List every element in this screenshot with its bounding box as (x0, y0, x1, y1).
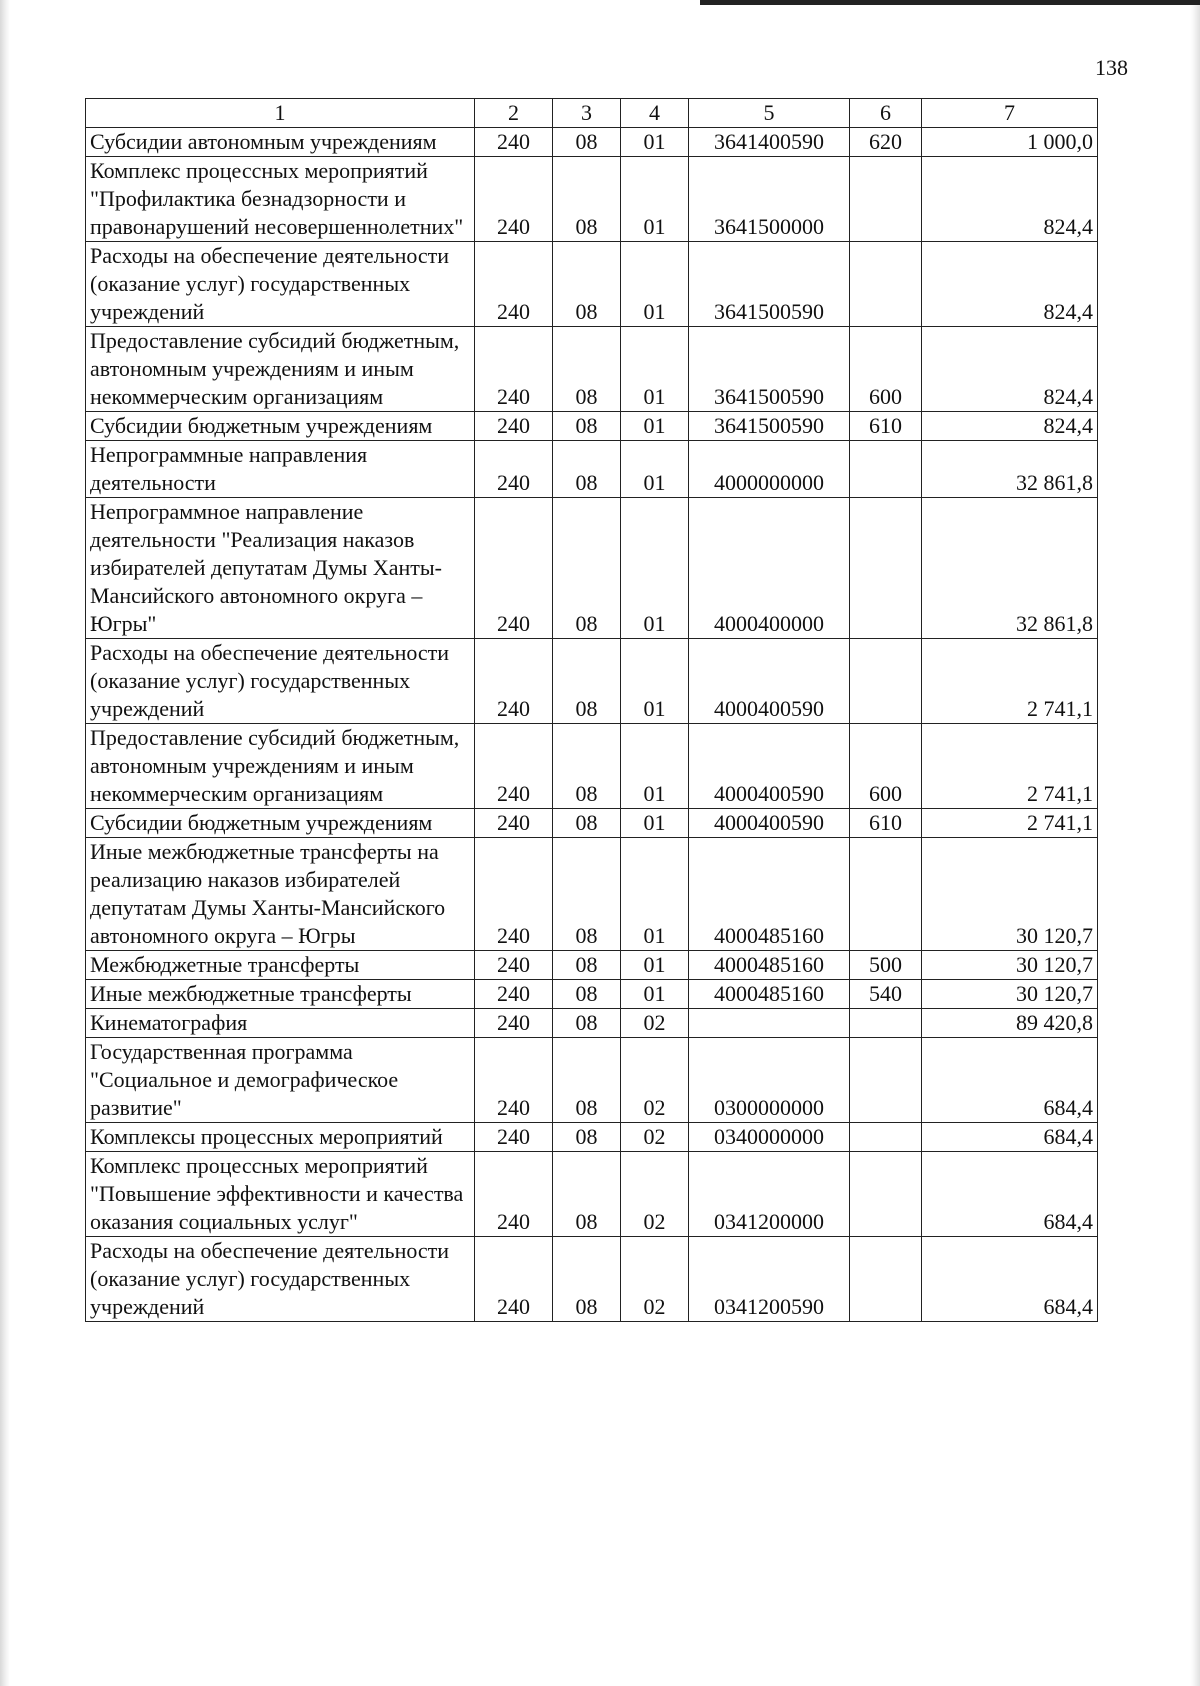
row-section-cell: 08 (553, 951, 621, 980)
row-amount-cell: 30 120,7 (922, 980, 1098, 1009)
table-row (86, 157, 1098, 242)
row-subsection-cell: 01 (621, 951, 689, 980)
row-name-cell: Государственная программа "Социальное и демографическое развитие" (86, 1038, 475, 1123)
header-row (86, 99, 1098, 128)
row-expense-type-cell: 600 (850, 327, 922, 412)
row-subsection-cell: 01 (621, 838, 689, 951)
row-subsection-cell: 01 (621, 809, 689, 838)
row-expense-type-cell (850, 498, 922, 639)
row-name-cell: Субсидии автономным учреждениям (86, 128, 475, 157)
row-expense-type-cell: 600 (850, 724, 922, 809)
table-row (86, 128, 1098, 157)
row-section-cell: 08 (553, 838, 621, 951)
row-expense-type-cell (850, 639, 922, 724)
row-section-cell: 08 (553, 1123, 621, 1152)
row-target-article-cell: 4000400590 (689, 724, 850, 809)
row-target-article-cell: 0341200590 (689, 1237, 850, 1322)
row-subsection-cell: 01 (621, 157, 689, 242)
row-code-2-cell: 240 (475, 838, 553, 951)
row-code-2-cell: 240 (475, 1152, 553, 1237)
row-code-2-cell: 240 (475, 1009, 553, 1038)
row-target-article-cell: 0341200000 (689, 1152, 850, 1237)
scan-top-line (700, 0, 1200, 5)
row-expense-type-cell: 540 (850, 980, 922, 1009)
row-section-cell: 08 (553, 498, 621, 639)
row-subsection-cell: 02 (621, 1038, 689, 1123)
row-expense-type-cell (850, 1038, 922, 1123)
row-name-cell: Предоставление субсидий бюджетным, автономным учреждениям и иным некоммерческим организациям (86, 327, 475, 412)
row-name-cell: Расходы на обеспечение деятельности (оказание услуг) государственных учреждений (86, 242, 475, 327)
row-expense-type-cell (850, 1237, 922, 1322)
row-target-article-cell: 3641400590 (689, 128, 850, 157)
row-name-cell: Межбюджетные трансферты (86, 951, 475, 980)
row-target-article-cell: 0340000000 (689, 1123, 850, 1152)
row-name-cell: Непрограммные направления деятельности (86, 441, 475, 498)
row-subsection-cell: 01 (621, 441, 689, 498)
row-subsection-cell: 01 (621, 327, 689, 412)
table-row (86, 327, 1098, 412)
row-section-cell: 08 (553, 1152, 621, 1237)
row-target-article-cell: 4000400590 (689, 809, 850, 838)
row-name-cell: Комплексы процессных мероприятий (86, 1123, 475, 1152)
header-cell: 2 (475, 99, 553, 128)
row-subsection-cell: 01 (621, 724, 689, 809)
row-amount-cell: 684,4 (922, 1237, 1098, 1322)
row-subsection-cell: 01 (621, 980, 689, 1009)
row-expense-type-cell (850, 242, 922, 327)
row-target-article-cell: 3641500000 (689, 157, 850, 242)
table-row (86, 809, 1098, 838)
table-row (86, 1038, 1098, 1123)
table-row (86, 412, 1098, 441)
row-target-article-cell: 3641500590 (689, 242, 850, 327)
row-subsection-cell: 02 (621, 1152, 689, 1237)
row-amount-cell: 824,4 (922, 242, 1098, 327)
row-name-cell: Кинематография (86, 1009, 475, 1038)
row-expense-type-cell (850, 1123, 922, 1152)
page-number: 138 (1095, 55, 1128, 80)
row-expense-type-cell: 620 (850, 128, 922, 157)
row-code-2-cell: 240 (475, 1038, 553, 1123)
row-section-cell: 08 (553, 242, 621, 327)
row-expense-type-cell: 500 (850, 951, 922, 980)
row-target-article-cell: 3641500590 (689, 412, 850, 441)
row-amount-cell: 89 420,8 (922, 1009, 1098, 1038)
table-row (86, 951, 1098, 980)
row-target-article-cell: 4000485160 (689, 838, 850, 951)
row-expense-type-cell: 610 (850, 412, 922, 441)
row-name-cell: Комплекс процессных мероприятий "Профилактика безнадзорности и правонарушений несовершеннолетних" (86, 157, 475, 242)
row-name-cell: Комплекс процессных мероприятий "Повышение эффективности и качества оказания социальных услуг" (86, 1152, 475, 1237)
row-subsection-cell: 02 (621, 1123, 689, 1152)
row-section-cell: 08 (553, 157, 621, 242)
row-name-cell: Иные межбюджетные трансферты на реализацию наказов избирателей депутатам Думы Ханты-Мансийского автономного округа – Югры (86, 838, 475, 951)
table-row (86, 441, 1098, 498)
row-target-article-cell: 4000400590 (689, 639, 850, 724)
header-cell: 6 (850, 99, 922, 128)
row-amount-cell: 684,4 (922, 1152, 1098, 1237)
table-row (86, 724, 1098, 809)
row-amount-cell: 2 741,1 (922, 809, 1098, 838)
row-target-article-cell: 4000400000 (689, 498, 850, 639)
row-amount-cell: 824,4 (922, 412, 1098, 441)
row-code-2-cell: 240 (475, 327, 553, 412)
table-row (86, 1237, 1098, 1322)
row-code-2-cell: 240 (475, 412, 553, 441)
table-row (86, 1123, 1098, 1152)
row-name-cell: Субсидии бюджетным учреждениям (86, 412, 475, 441)
row-code-2-cell: 240 (475, 809, 553, 838)
table-row (86, 498, 1098, 639)
scan-left-edge (0, 0, 10, 1686)
header-cell: 7 (922, 99, 1098, 128)
row-subsection-cell: 01 (621, 128, 689, 157)
row-code-2-cell: 240 (475, 1237, 553, 1322)
table-body (86, 128, 1098, 1322)
row-code-2-cell: 240 (475, 242, 553, 327)
row-code-2-cell: 240 (475, 157, 553, 242)
row-expense-type-cell: 610 (850, 809, 922, 838)
row-section-cell: 08 (553, 809, 621, 838)
row-amount-cell: 2 741,1 (922, 724, 1098, 809)
row-target-article-cell: 4000485160 (689, 980, 850, 1009)
row-amount-cell: 30 120,7 (922, 838, 1098, 951)
row-name-cell: Иные межбюджетные трансферты (86, 980, 475, 1009)
table-row (86, 639, 1098, 724)
row-subsection-cell: 01 (621, 639, 689, 724)
row-expense-type-cell (850, 157, 922, 242)
row-code-2-cell: 240 (475, 951, 553, 980)
row-subsection-cell: 01 (621, 498, 689, 639)
row-subsection-cell: 02 (621, 1237, 689, 1322)
row-expense-type-cell (850, 838, 922, 951)
row-code-2-cell: 240 (475, 441, 553, 498)
row-subsection-cell: 02 (621, 1009, 689, 1038)
header-cell: 3 (553, 99, 621, 128)
row-target-article-cell: 4000485160 (689, 951, 850, 980)
row-expense-type-cell (850, 1152, 922, 1237)
row-code-2-cell: 240 (475, 128, 553, 157)
row-section-cell: 08 (553, 1237, 621, 1322)
row-code-2-cell: 240 (475, 724, 553, 809)
row-amount-cell: 824,4 (922, 327, 1098, 412)
row-expense-type-cell (850, 1009, 922, 1038)
scan-right-edge (1190, 0, 1200, 1686)
table-row (86, 980, 1098, 1009)
row-target-article-cell (689, 1009, 850, 1038)
row-section-cell: 08 (553, 128, 621, 157)
table-row (86, 242, 1098, 327)
row-section-cell: 08 (553, 639, 621, 724)
row-target-article-cell: 3641500590 (689, 327, 850, 412)
row-subsection-cell: 01 (621, 412, 689, 441)
row-section-cell: 08 (553, 327, 621, 412)
row-subsection-cell: 01 (621, 242, 689, 327)
row-code-2-cell: 240 (475, 498, 553, 639)
row-code-2-cell: 240 (475, 980, 553, 1009)
row-amount-cell: 2 741,1 (922, 639, 1098, 724)
row-code-2-cell: 240 (475, 639, 553, 724)
row-section-cell: 08 (553, 980, 621, 1009)
row-name-cell: Расходы на обеспечение деятельности (оказание услуг) государственных учреждений (86, 639, 475, 724)
row-amount-cell: 1 000,0 (922, 128, 1098, 157)
row-amount-cell: 30 120,7 (922, 951, 1098, 980)
header-cell: 5 (689, 99, 850, 128)
row-name-cell: Субсидии бюджетным учреждениям (86, 809, 475, 838)
budget-table (85, 98, 1098, 1322)
row-section-cell: 08 (553, 441, 621, 498)
table-row (86, 838, 1098, 951)
row-amount-cell: 32 861,8 (922, 498, 1098, 639)
row-amount-cell: 684,4 (922, 1123, 1098, 1152)
header-cell: 4 (621, 99, 689, 128)
row-section-cell: 08 (553, 1038, 621, 1123)
row-target-article-cell: 4000000000 (689, 441, 850, 498)
row-name-cell: Предоставление субсидий бюджетным, автономным учреждениям и иным некоммерческим организациям (86, 724, 475, 809)
row-name-cell: Непрограммное направление деятельности "Реализация наказов избирателей депутатам Думы Ханты-Мансийского автономного округа – Югры" (86, 498, 475, 639)
header-cell: 1 (86, 99, 475, 128)
row-target-article-cell: 0300000000 (689, 1038, 850, 1123)
table-row (86, 1009, 1098, 1038)
row-section-cell: 08 (553, 1009, 621, 1038)
row-amount-cell: 684,4 (922, 1038, 1098, 1123)
row-expense-type-cell (850, 441, 922, 498)
row-name-cell: Расходы на обеспечение деятельности (оказание услуг) государственных учреждений (86, 1237, 475, 1322)
row-amount-cell: 32 861,8 (922, 441, 1098, 498)
row-section-cell: 08 (553, 724, 621, 809)
table-row (86, 1152, 1098, 1237)
row-code-2-cell: 240 (475, 1123, 553, 1152)
row-section-cell: 08 (553, 412, 621, 441)
row-amount-cell: 824,4 (922, 157, 1098, 242)
